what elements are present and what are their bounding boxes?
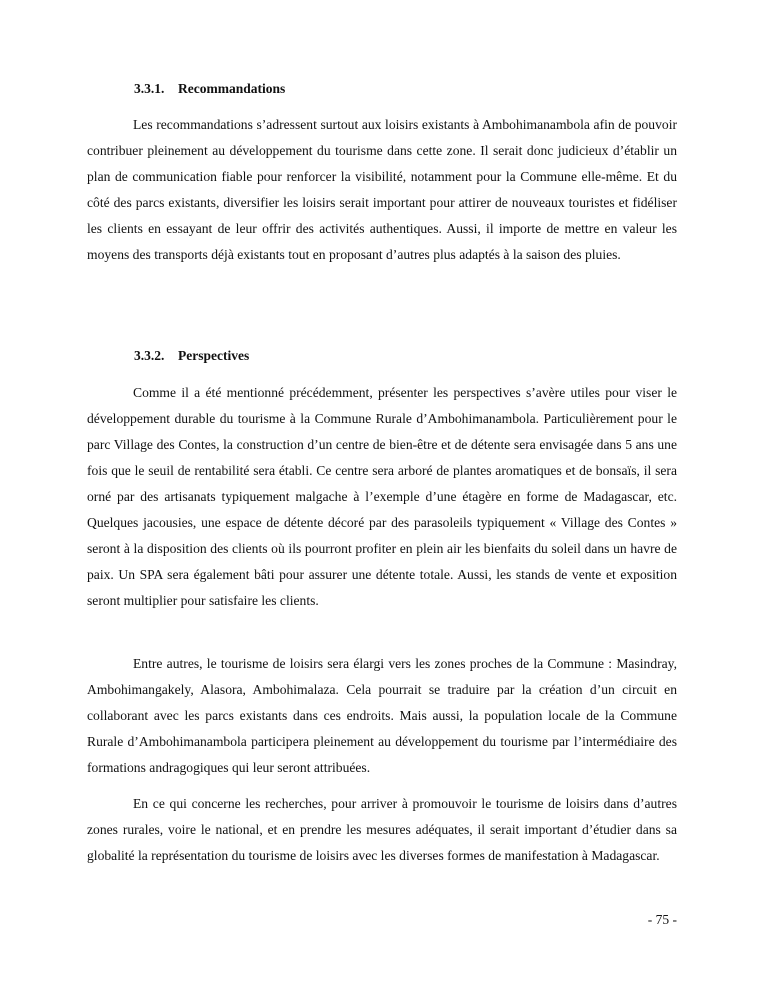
perspectives-paragraph-3: En ce qui concerne les recherches, pour arriver à promouvoir le tourisme de loisirs dans d’autres zones rurales, voire le national, et en prendre les mesures adéquates, il serait important d’étudier dans sa globalité la représentation du tourisme de loisirs avec les diverses formes de manifestation à Madagascar. <box>87 796 677 863</box>
section-heading-recommandations <box>134 81 285 97</box>
section-heading-perspectives <box>134 348 249 364</box>
page-number: - 75 - <box>647 912 677 927</box>
section-title: Perspectives <box>178 348 250 363</box>
perspectives-paragraph-1: Comme il a été mentionné précédemment, présenter les perspectives s’avère utiles pour viser le développement durable du tourisme à la Commune Rurale d’Ambohimanambola. Particulièrement pour le parc Village des Contes, la construction d’un centre de bien-être et de détente sera envisagée dans 5 ans une fois que le seuil de rentabilité sera établi. Ce centre sera arboré de plantes aromatiques et de bonsaïs, il sera orné par des artisanats typiquement malgache à l’exemple d’une étagère en forme de Madagascar, etc. Quelques jacousies, une espace de détente décoré par des parasoleils typiquement « Village des Contes » seront à la disposition des clients où ils pourront profiter en plein air les bienfaits du soleil dans un havre de paix. Un SPA sera également bâti pour assurer une détente totale. Aussi, les stands de vente et exposition seront multiplier pour satisfaire les clients. <box>87 385 677 608</box>
section-title: Recommandations <box>178 81 286 96</box>
perspectives-paragraph-2: Entre autres, le tourisme de loisirs sera élargi vers les zones proches de la Commune : Masindray, Ambohimangakely, Alasora, Ambohimalaza. Cela pourrait se traduire par la création d’un circuit en collaborant avec les parcs existants dans ces endroits. Mais aussi, la population locale de la Commune Rurale d’Ambohimanambola participera pleinement au développement du tourisme par l’intermédiaire des formations andragogiques qui leur seront attribuées. <box>87 656 677 775</box>
recommandations-paragraph: Les recommandations s’adressent surtout aux loisirs existants à Ambohimanambola afin de pouvoir contribuer pleinement au développement du tourisme dans cette zone. Il serait donc judicieux d’établir un plan de communication fiable pour renforcer la visibilité, notamment pour la Commune elle-même. Et du côté des parcs existants, diversifier les loisirs serait important pour attirer de nouveaux touristes et fidéliser les clients en essayant de leur offrir des activités authentiques. Aussi, il importe de mettre en valeur les moyens des transports déjà existants tout en proposant d’autres plus adaptés à la saison des pluies. <box>87 117 677 262</box>
section-number: 3.3.2. <box>134 348 165 363</box>
section-number: 3.3.1. <box>134 81 165 96</box>
